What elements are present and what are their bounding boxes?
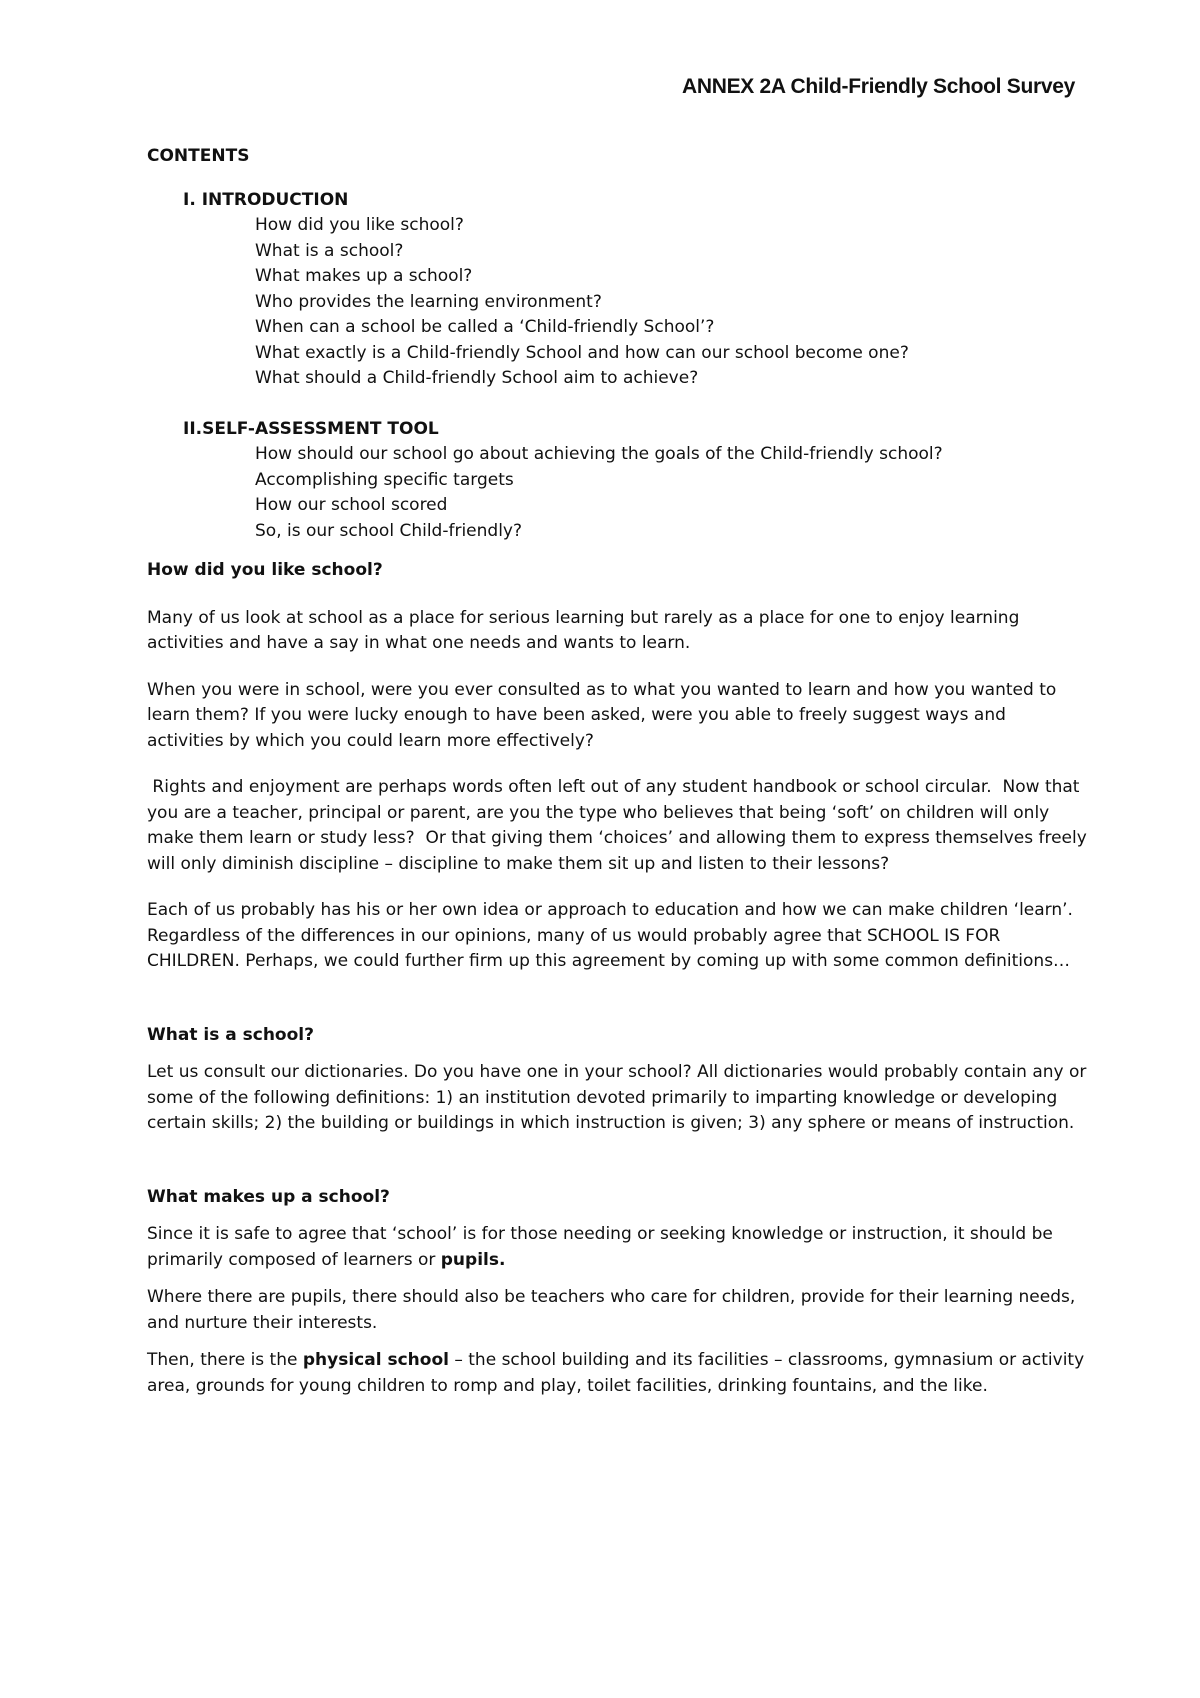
toc-item: So, is our school Child-friendly?	[255, 520, 523, 541]
document-body	[147, 144, 1093, 1399]
contents-heading: CONTENTS	[147, 146, 250, 166]
section-heading-what-is-a-school: What is a school?	[147, 1024, 314, 1045]
toc-item: How should our school go about achieving the goals of the Child-friendly school?	[255, 444, 943, 464]
toc-item: When can a school be called a ‘Child-friendly School’?	[255, 317, 715, 337]
toc-section-1-title: I. INTRODUCTION	[183, 189, 349, 210]
bold-term-pupils: pupils.	[440, 1249, 506, 1270]
toc-item: How did you like school?	[255, 215, 464, 235]
section-heading-how-did-you-like-school: How did you like school?	[147, 560, 383, 580]
toc-item: What makes up a school?	[255, 266, 473, 286]
paragraph-text: – the school building and its facilities – classrooms, gymnasium or activity area, grounds for young children to romp and play, toilet facilities, drinking fountains, and the like.	[147, 1350, 1085, 1396]
bold-term-physical-school: physical school	[302, 1350, 449, 1370]
paragraph-text: Then, there is the	[147, 1350, 303, 1370]
toc-item: How our school scored	[255, 495, 448, 515]
toc-section-1-list	[147, 213, 1087, 392]
paragraph: Many of us look at school as a place for serious learning but rarely as a place for one to enjoy learning activities and have a say in what one needs and wants to learn.	[147, 607, 1020, 653]
toc-item: What exactly is a Child-friendly School and how can our school become one?	[255, 342, 909, 363]
paragraph	[147, 1222, 1087, 1273]
paragraph: Where there are pupils, there should also be teachers who care for children, provide for their learning needs, and nurture their interests.	[147, 1287, 1076, 1333]
paragraph: Each of us probably has his or her own idea or approach to education and how we can make children ‘learn’. Regardless of the differences in our opinions, many of us would probably agree that SCHOOL IS FOR CHILDREN. Perhaps, we could further firm up this agreement by coming up with some common definitions…	[147, 900, 1073, 971]
paragraph: Rights and enjoyment are perhaps words often left out of any student handbook or school circular. Now that you are a teacher, principal or parent, are you the type who believes that being ‘soft’ on children will only make them learn or study less? Or that giving them ‘choices’ and allowing them to express themselves freely will only diminish discipline – discipline to make them sit up and listen to their lessons?	[147, 777, 1093, 874]
paragraph: Let us consult our dictionaries. Do you have one in your school? All dictionaries would probably contain any or some of the following definitions: 1) an institution devoted primarily to imparting knowledge or developing certain skills; 2) the building or buildings in which instruction is given; 3) any sphere or means of instruction.	[147, 1062, 1087, 1133]
toc-item: Who provides the learning environment?	[255, 291, 602, 312]
toc-section-2-list	[147, 442, 1087, 544]
toc-item: What should a Child-friendly School aim to achieve?	[255, 368, 699, 388]
toc-item: Accomplishing specific targets	[255, 469, 514, 490]
page-header-title: ANNEX 2A Child-Friendly School Survey	[681, 75, 1075, 98]
toc-section-2-title: II.SELF-ASSESSMENT TOOL	[183, 418, 439, 439]
paragraph: When you were in school, were you ever consulted as to what you wanted to learn and how you wanted to learn them? If you were lucky enough to have been asked, were you able to freely suggest ways and activities by which you could learn more effectively?	[147, 679, 1057, 751]
section-heading-what-makes-up-a-school: What makes up a school?	[147, 1186, 390, 1207]
paragraph	[147, 1348, 1087, 1399]
toc-item: What is a school?	[255, 240, 404, 261]
paragraph-text: Since it is safe to agree that ‘school’ is for those needing or seeking knowledge or instruction, it should be primarily composed of learners or	[147, 1224, 1053, 1270]
